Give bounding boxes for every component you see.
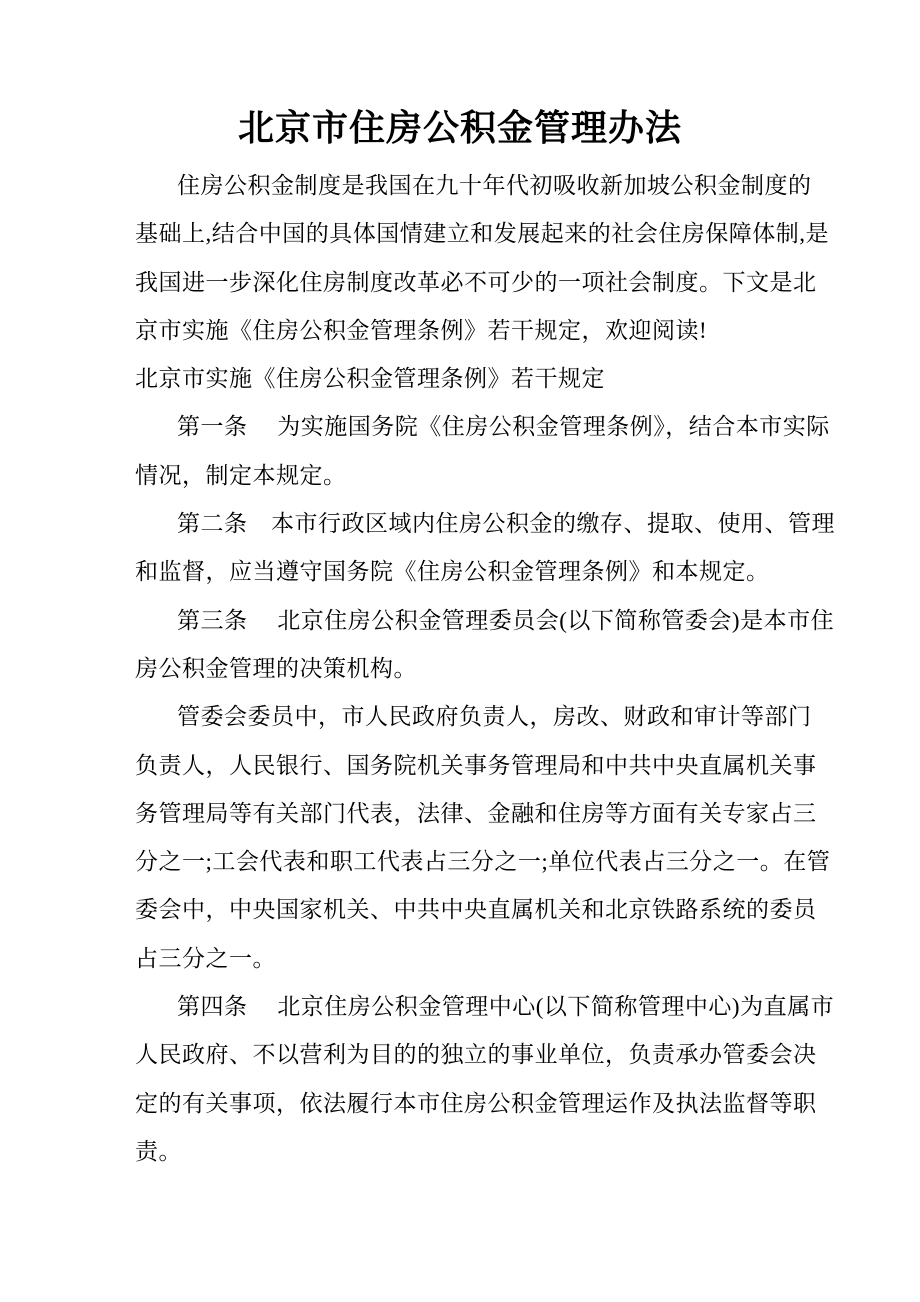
text-line: 责。 [135,1138,182,1164]
text-line: 管委会委员中，市人民政府负责人，房改、财政和审计等部门 [177,704,812,730]
text-line: 基础上,结合中国的具体国情建立和发展起来的社会住房保障体制,是 [135,221,829,247]
text-line: 第二条 本市行政区域内住房公积金的缴存、提取、使用、管理 [177,511,835,537]
text-line: 住房公积金制度是我国在九十年代初吸收新加坡公积金制度的 [177,173,812,198]
text-line: 定的有关事项，依法履行本市住房公积金管理运作及执法监督等职 [135,1090,817,1116]
text-line: 分之一;工会代表和职工代表占三分之一;单位代表占三分之一。在管 [135,849,831,875]
text-line: 务管理局等有关部门代表，法律、金融和住房等方面有关专家占三 [135,800,817,826]
document-title: 北京市住房公积金管理办法 [237,108,682,148]
text-line: 第三条 北京住房公积金管理委员会(以下简称管委会)是本市住 [177,607,835,633]
text-line: 委会中，中央国家机关、中共中央直属机关和北京铁路系统的委员 [135,897,817,923]
text-line: 第四条 北京住房公积金管理中心(以下简称管理中心)为直属市 [177,994,835,1020]
text-line: 我国进一步深化住房制度改革必不可少的一项社会制度。下文是北 [135,269,817,295]
text-line: 第一条 为实施国务院《住房公积金管理条例》，结合本市实际 [177,414,830,440]
text-line: 负责人，人民银行、国务院机关事务管理局和中共中央直属机关事 [135,752,817,778]
text-line: 北京市实施《住房公积金管理条例》若干规定 [135,366,605,392]
text-line: 情况，制定本规定。 [135,462,347,488]
text-line: 占三分之一。 [135,945,276,971]
body-lines [135,162,835,1176]
text-line: 京市实施《住房公积金管理条例》若干规定，欢迎阅读! [135,317,708,343]
text-line: 房公积金管理的决策机构。 [135,655,417,681]
text-line: 人民政府、不以营利为目的的独立的事业单位，负责承办管委会决 [135,1042,817,1068]
text-line: 和监督，应当遵守国务院《住房公积金管理条例》和本规定。 [135,559,770,585]
